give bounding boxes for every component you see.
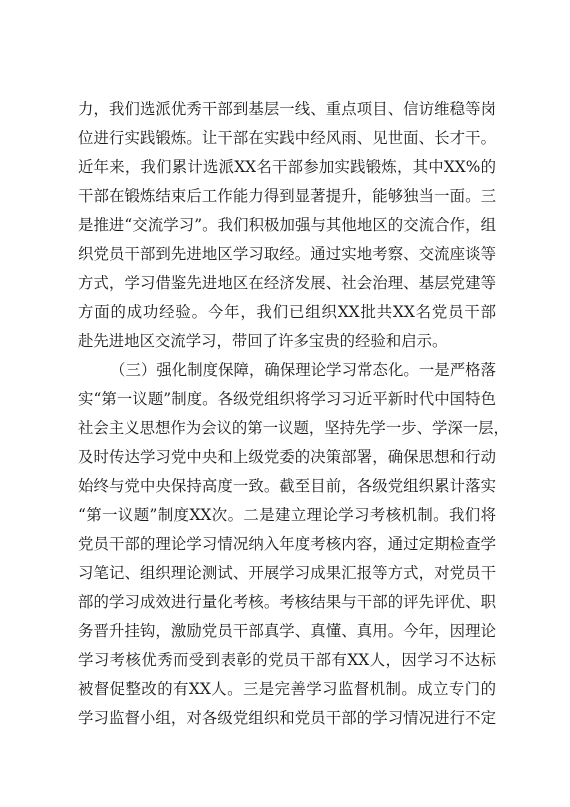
text-line: 干部在锻炼结束后工作能力得到显著提升，能够独当一面。三 [78, 187, 496, 205]
text-line: 及时传达学习党中央和上级党委的决策部署，确保思想和行动 [78, 448, 496, 466]
text-line: 位进行实践锻炼。让干部在实践中经风雨、见世面、长才干。 [78, 129, 496, 147]
text-line: 党员干部的理论学习情况纳入年度考核内容，通过定期检查学 [78, 535, 496, 553]
text-line: 近年来，我们累计选派XX名干部参加实践锻炼，其中XX%的 [78, 158, 496, 176]
text-line: 实“第一议题”制度。各级党组织将学习习近平新时代中国特色 [78, 390, 496, 408]
text-line: 赴先进地区交流学习，带回了许多宝贵的经验和启示。 [78, 332, 448, 350]
section-heading-line: （三）强化制度保障，确保理论学习常态化。一是严格落 [110, 361, 496, 379]
text-line: 是推进“交流学习”。我们积极加强与其他地区的交流合作，组 [78, 216, 496, 234]
text-line: 方式，学习借鉴先进地区在经济发展、社会治理、基层党建等 [78, 274, 496, 292]
text-line: 学习考核优秀而受到表彰的党员干部有XX人，因学习不达标 [78, 651, 496, 669]
text-line: 方面的成功经验。今年，我们已组织XX批共XX名党员干部 [78, 303, 496, 321]
text-line: 织党员干部到先进地区学习取经。通过实地考察、交流座谈等 [78, 245, 496, 263]
text-line: 部的学习成效进行量化考核。考核结果与干部的评先评优、职 [78, 593, 496, 611]
text-line: 力，我们选派优秀干部到基层一线、重点项目、信访维稳等岗 [78, 100, 496, 118]
text-line: 习笔记、组织理论测试、开展学习成果汇报等方式，对党员干 [78, 564, 496, 582]
text-line: 社会主义思想作为会议的第一议题，坚持先学一步、学深一层， [78, 419, 509, 437]
text-line: “第一议题”制度XX次。二是建立理论学习考核机制。我们将 [78, 506, 496, 524]
text-line: 务晋升挂钩，激励党员干部真学、真懂、真用。今年，因理论 [78, 622, 496, 640]
text-line: 始终与党中央保持高度一致。截至目前，各级党组织累计落实 [78, 477, 496, 495]
text-line: 被督促整改的有XX人。三是完善学习监督机制。成立专门的 [78, 680, 496, 698]
text-line: 学习监督小组，对各级党组织和党员干部的学习情况进行不定 [78, 709, 496, 727]
body-text [78, 95, 509, 733]
